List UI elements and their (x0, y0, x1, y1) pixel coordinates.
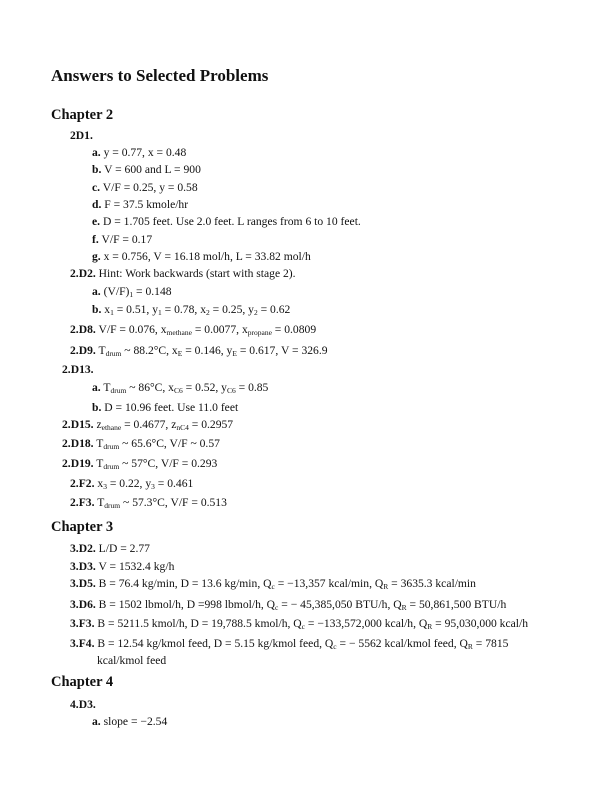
answer-2d1-e (92, 214, 361, 229)
subscript: drum (104, 501, 121, 510)
answer-text: = 0.62 (257, 303, 291, 316)
answer-text: L/D = 2.77 (98, 542, 150, 555)
answer-text: ~ 86°C, x (126, 381, 174, 394)
problem-2d2 (70, 266, 296, 281)
answer-text: = 0.25, y (209, 303, 254, 316)
answer-4d3-a (92, 714, 167, 729)
answer-text: = 0.22, y (106, 477, 152, 490)
item-label: e. (92, 215, 101, 228)
answer-text: = −13,357 kcal/min, Q (274, 577, 384, 590)
answer-text: B = 1502 lbmol/h, D =998 lbmol/h, Q (98, 598, 276, 611)
answer-text: T (98, 344, 106, 357)
answer-text: ~ 57.3°C, V/F = 0.513 (120, 496, 227, 509)
item-label: a. (92, 715, 101, 728)
problem-2d19 (62, 456, 217, 471)
subscript: 1 (110, 308, 114, 317)
problem-3d5 (70, 576, 476, 591)
answer-text: ~ 88.2°C, x (121, 344, 178, 357)
subscript: drum (105, 349, 122, 358)
subscript: 2 (253, 308, 258, 317)
subscript: 3 (151, 482, 155, 491)
problem-label: 2.D15. (62, 418, 94, 431)
problem-label: 3.D6. (70, 598, 96, 611)
answer-text: x = 0.756, V = 16.18 mol/h, L = 33.82 mol/h (103, 250, 311, 263)
answer-text: = 0.51, y (113, 303, 159, 316)
problem-3d3 (70, 559, 174, 574)
problem-4d3 (70, 697, 96, 712)
problem-label: 3.D3. (70, 560, 96, 573)
problem-label: 2D1. (70, 129, 93, 142)
answer-text: = − 5562 kcal/kmol feed, Q (336, 637, 468, 650)
answer-text: V/F = 0.25, y = 0.58 (102, 181, 198, 194)
answer-2d2-a (92, 284, 172, 299)
answer-text: slope = −2.54 (103, 715, 168, 728)
answer-text: z (96, 418, 102, 431)
answer-text: = 0.52, y (182, 381, 227, 394)
problem-3f3 (70, 616, 528, 631)
subscript: E (232, 349, 237, 358)
problem-2d13 (62, 362, 94, 377)
answer-text: = 0.461 (154, 477, 194, 490)
answer-text: kcal/kmol feed (97, 654, 167, 667)
answer-2d1-c (92, 180, 198, 195)
problem-label: 2.D9. (70, 344, 96, 357)
subscript: R (401, 603, 407, 612)
answer-text: = 0.617, V = 326.9 (236, 344, 328, 357)
problem-3f4 (70, 636, 508, 651)
answer-text: D = 1.705 feet. Use 2.0 feet. L ranges from 6 to 10 feet. (102, 215, 361, 228)
subscript: C6 (173, 386, 183, 395)
subscript: c (301, 622, 306, 631)
problem-2d18 (62, 436, 220, 451)
problem-2d15 (62, 417, 233, 432)
subscript: nC4 (176, 423, 189, 432)
answer-text: = 0.0809 (271, 323, 317, 336)
problem-2d8 (70, 322, 316, 337)
item-label: b. (92, 163, 102, 176)
problem-label: 3.D5. (70, 577, 96, 590)
problem-2d1 (70, 128, 93, 143)
answer-2d13-b (92, 400, 238, 415)
answer-text: V = 600 and L = 900 (104, 163, 201, 176)
subscript: R (427, 622, 433, 631)
answer-text: = 0.85 (235, 381, 269, 394)
answer-text: V/F = 0.076, x (98, 323, 167, 336)
item-label: d. (92, 198, 102, 211)
problem-3d6 (70, 597, 506, 612)
problem-label: 2.F2. (70, 477, 95, 490)
problem-2f2 (70, 476, 193, 491)
answer-text: = 0.0077, x (191, 323, 248, 336)
problem-label: 3.D2. (70, 542, 96, 555)
subscript: E (177, 349, 183, 358)
problem-label: 4.D3. (70, 698, 96, 711)
answer-2d1-g (92, 249, 311, 264)
chapter-2-heading: Chapter 2 (51, 107, 114, 123)
problem-label: 2.D19. (62, 457, 94, 470)
subscript: R (383, 582, 389, 591)
subscript: C6 (226, 386, 236, 395)
answer-2d13-a (92, 380, 268, 395)
answer-text: = 0.146, y (182, 344, 233, 357)
answer-2d1-a (92, 145, 186, 160)
answer-text: x (97, 477, 104, 490)
answer-text: B = 76.4 kg/min, D = 13.6 kg/min, Q (98, 577, 272, 590)
problem-label: 2.F3. (70, 496, 95, 509)
answer-text: y = 0.77, x = 0.48 (103, 146, 187, 159)
subscript: c (271, 582, 275, 591)
item-label: a. (92, 146, 101, 159)
problem-label: 2.D18. (62, 437, 94, 450)
answer-text: = 0.78, x (161, 303, 206, 316)
answer-2d1-f (92, 232, 152, 247)
item-label: a. (92, 381, 101, 394)
subscript: methane (166, 328, 192, 337)
answer-text: T (96, 457, 104, 470)
problem-2d9 (70, 343, 328, 358)
answer-2d1-b (92, 162, 201, 177)
problem-label: 3.F4. (70, 637, 95, 650)
problem-label: 2.D2. (70, 267, 96, 280)
answer-text: B = 5211.5 kmol/h, D = 19,788.5 kmol/h, Q (97, 617, 302, 630)
item-label: b. (92, 401, 102, 414)
answer-text: B = 12.54 kg/kmol feed, D = 5.15 kg/kmol feed, Q (97, 637, 334, 650)
item-label: f. (92, 233, 99, 246)
answer-text: = − 45,385,050 BTU/h, Q (278, 598, 402, 611)
answer-text: = 0.4677, z (121, 418, 177, 431)
problem-2f3 (70, 495, 227, 510)
answer-text: T (96, 437, 104, 450)
answer-text: = 7815 (472, 637, 509, 650)
answer-text: T (103, 381, 111, 394)
answer-text: = 0.2957 (188, 418, 234, 431)
answer-2d2-b (92, 302, 290, 317)
chapter-3-heading: Chapter 3 (51, 519, 114, 535)
answer-text: T (97, 496, 105, 509)
answer-text: = 50,861,500 BTU/h (406, 598, 507, 611)
subscript: drum (103, 442, 120, 451)
subscript: drum (103, 462, 120, 471)
answer-text: (V/F) (103, 285, 130, 298)
answer-text: V = 1532.4 kg/h (98, 560, 175, 573)
answer-text: V/F = 0.17 (101, 233, 153, 246)
item-label: b. (92, 303, 102, 316)
problem-label: 2.D8. (70, 323, 96, 336)
chapter-4-heading: Chapter 4 (51, 674, 114, 690)
item-label: a. (92, 285, 101, 298)
subscript: 3 (103, 482, 107, 491)
answer-text: Hint: Work backwards (start with stage 2). (98, 267, 296, 280)
answer-text: D = 10.96 feet. Use 11.0 feet (104, 401, 239, 414)
problem-3d2 (70, 541, 150, 556)
problem-label: 2.D13. (62, 363, 94, 376)
subscript: R (467, 642, 473, 651)
answer-text: = −133,572,000 kcal/h, Q (305, 617, 428, 630)
answer-text: = 3635.3 kcal/min (388, 577, 476, 590)
answer-text: ~ 65.6°C, V/F ~ 0.57 (119, 437, 220, 450)
subscript: ethane (101, 423, 122, 432)
problem-3f4-continuation (97, 653, 166, 668)
item-label: g. (92, 250, 101, 263)
subscript: 1 (158, 308, 162, 317)
answer-text: = 0.148 (133, 285, 172, 298)
subscript: c (275, 603, 279, 612)
problem-label: 3.F3. (70, 617, 95, 630)
page-title: Answers to Selected Problems (51, 66, 269, 85)
item-label: c. (92, 181, 101, 194)
subscript: propane (247, 328, 272, 337)
subscript: c (333, 642, 337, 651)
subscript: 1 (129, 290, 134, 299)
answer-text: = 95,030,000 kcal/h (432, 617, 529, 630)
answer-text: ~ 57°C, V/F = 0.293 (119, 457, 218, 470)
answer-2d1-d (92, 197, 188, 212)
answer-text: F = 37.5 kmole/hr (104, 198, 189, 211)
answer-text: x (104, 303, 111, 316)
subscript: drum (110, 386, 127, 395)
subscript: 2 (206, 308, 210, 317)
